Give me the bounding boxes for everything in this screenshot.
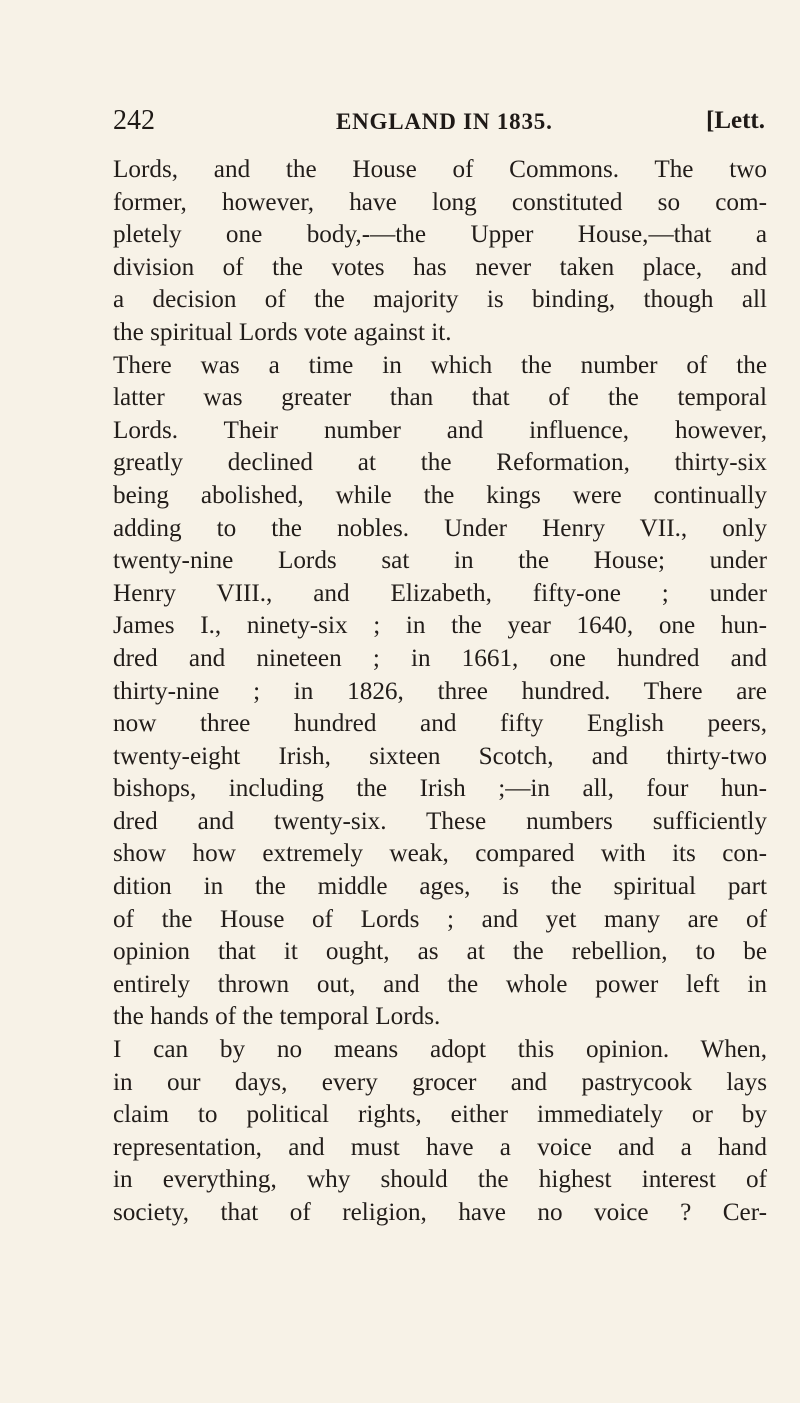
text-line-20: bishops, including the Irish ;—in all, four hun- [113, 775, 767, 803]
text-line-14: Henry VIII., and Elizabeth, fifty-one ; under [113, 579, 767, 607]
text-line-24: of the House of Lords ; and yet many are of [113, 905, 767, 933]
text-line-32: in everything, why should the highest interest of [113, 1166, 767, 1194]
text-line-16: dred and nineteen ; in 1661, one hundred and [113, 644, 767, 672]
text-line-5: a decision of the majority is binding, though all [113, 286, 767, 314]
text-line-23: dition in the middle ages, is the spiritual part [113, 873, 767, 901]
text-line-10: greatly declined at the Reformation, thirty-six [113, 449, 767, 477]
text-line-1: Lords, and the House of Commons. The two [113, 156, 767, 183]
text-line-26: entirely thrown out, and the whole power left in [113, 970, 767, 998]
text-line-33: society, that of religion, have no voice ? Cer- [113, 1199, 767, 1226]
text-line-18: now three hundred and fifty English peers, [113, 710, 767, 738]
page-number: 242 [113, 105, 155, 136]
text-line-3: pletely one body,-—the Upper House,—that a [113, 221, 767, 249]
text-line-22: show how extremely weak, compared with its con- [113, 840, 767, 868]
text-line-12: adding to the nobles. Under Henry VII., only [113, 514, 767, 542]
page-text [113, 154, 767, 1230]
text-line-11: being abolished, while the kings were continually [113, 481, 767, 509]
text-line-27: the hands of the temporal Lords. [113, 1003, 441, 1031]
page-header [113, 104, 765, 144]
text-line-6: the spiritual Lords vote against it. [113, 318, 452, 346]
text-line-19: twenty-eight Irish, sixteen Scotch, and thirty-two [113, 742, 767, 770]
text-line-21: dred and twenty-six. These numbers sufficiently [113, 807, 767, 835]
text-line-17: thirty-nine ; in 1826, three hundred. There are [113, 677, 767, 705]
text-line-4: division of the votes has never taken place, and [113, 253, 767, 281]
text-line-25: opinion that it ought, as at the rebellion, to be [113, 938, 767, 966]
text-line-30: claim to political rights, either immediately or by [113, 1101, 767, 1129]
text-line-2: former, however, have long constituted so com- [113, 188, 767, 216]
text-line-28: I can by no means adopt this opinion. When, [113, 1036, 767, 1064]
text-line-8: latter was greater than that of the temporal [113, 384, 767, 412]
text-line-7: There was a time in which the number of the [113, 351, 767, 379]
text-line-13: twenty-nine Lords sat in the House; under [113, 547, 767, 575]
section-mark: [Lett. [706, 107, 765, 134]
running-title: ENGLAND IN 1835. [336, 109, 553, 134]
text-line-29: in our days, every grocer and pastrycook lays [113, 1068, 767, 1096]
text-line-9: Lords. Their number and influence, however, [113, 416, 767, 444]
text-line-15: James I., ninety-six ; in the year 1640, one hun- [113, 612, 767, 640]
text-line-31: representation, and must have a voice and a hand [113, 1133, 767, 1161]
